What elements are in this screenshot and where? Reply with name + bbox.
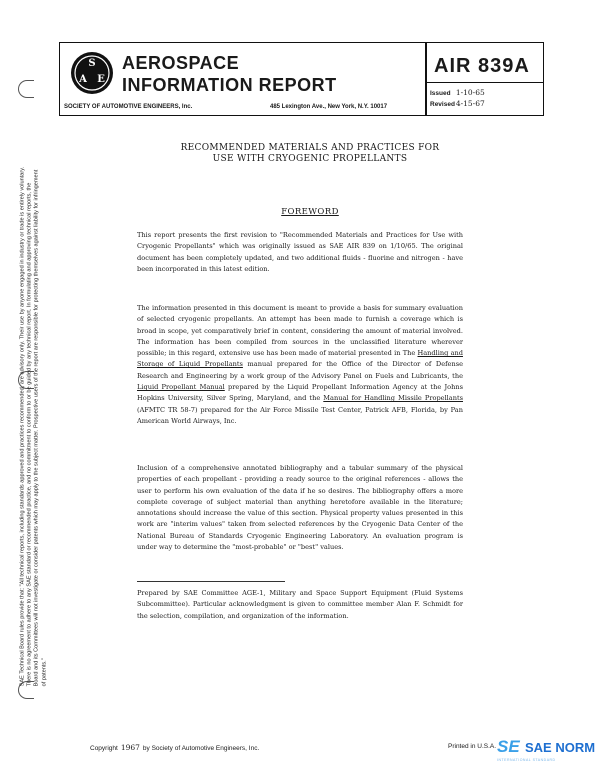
copyright-label: Copyright (90, 745, 118, 752)
header-title-line1: AEROSPACE (122, 53, 240, 73)
svg-text:E: E (97, 74, 105, 85)
revised-date: 4-15-67 (455, 99, 485, 108)
section-title: FOREWORD (281, 207, 339, 217)
document-heading (100, 143, 520, 165)
document-number: AIR 839A (434, 55, 530, 77)
paragraph-2 (137, 303, 463, 427)
missile-propellants-manual-title: Manual for Handling Missile Propellants (323, 394, 463, 403)
copyright-holder: by Society of Automotive Engineers, Inc. (142, 745, 260, 752)
watermark-name: SAE NORM (525, 740, 596, 755)
paragraph-1: This report presents the first revision to "Recommended Materials and Practices for Use with Cryogenic Propellants" which was originally issued as SAE AIR 839 on 1/10/65. The original document has been completely updated, and two additional fluids - fluorine and nitrogen - have been incorporated in this latest edition. (137, 231, 463, 273)
paragraph-2-text-c: prepared by the Liquid Propellant Information Agency at the Johns Hopkins University, Silver Spring, Maryland, and the (137, 383, 463, 403)
heading-line2: USE WITH CRYOGENIC PROPELLANTS (212, 154, 408, 164)
technical-board-side-note: SAE Technical Board rules provide that: "All technical reports, including standards approved and practices recommended, are advisory only. Their use by anyone engaged in industry or trade is entirely voluntary. There is no agreement to adhere to any SAE standard or recommended practice, and no commitment to conform to or be guided by any technical report. In formulating and approving technical reports, the Board and its Committees will not investigate or consider patents which may apply to the subject matter. Prospective users of the report are responsible for protecting themselves against liability for infringement of patents." (19, 166, 48, 687)
heading-line1: RECOMMENDED MATERIALS AND PRACTICES FOR (180, 143, 440, 153)
paragraph-2-text-a: The information presented in this document is meant to provide a basis for summary evaluation of selected cryogenic propellants. An attempt has been made to furnish a coverage which is broad in scope, yet comparatively brief in content, considering the amount of material involved. The information has been compiled from sources in the unclassified literature wherever possible; in this regard, extensive use has been made of material presented in The (137, 304, 463, 358)
copyright-line (90, 743, 259, 752)
issued-date: 1-10-65 (455, 88, 485, 97)
header-title-line2: INFORMATION REPORT (122, 75, 337, 95)
liquid-propellant-manual-title: Liquid Propellant Manual (137, 383, 225, 392)
svg-text:S: S (88, 58, 96, 69)
revised-label: Revised (430, 101, 455, 108)
watermark-mark: SE (497, 737, 520, 756)
handling-storage-title: Handling and Storage of Liquid Propellants (137, 349, 463, 369)
issue-dates (430, 88, 485, 110)
footnote-rule (137, 581, 285, 582)
paragraph-2-text-d: (AFMTC TR 58-7) prepared for the Air Force Missile Test Center, Patrick AFB, Florida, by Pan American World Airways, Inc. (137, 405, 463, 425)
printed-in: Printed in U.S.A. (448, 743, 497, 750)
paragraph-3: Inclusion of a comprehensive annotated bibliography and a tabular summary of the physical properties of each propellant - providing a ready source to the original references - allows the user to perform his own evaluation of the data if he so desires. The bibliography offers a more complete coverage of subject material than anything heretofore available in the literature; annotations should increase the value of this section. Physical property values presented in this work are "interim values" taken from selected references by the Cryogenic Data Center of the National Bureau of Standards Cryogenic Engineering Laboratory. An evaluation program is under way to determine the "most-probable" or "best" values. (137, 464, 463, 552)
sae-logo-icon (70, 51, 114, 95)
binding-hole-top (18, 80, 34, 98)
society-address: 485 Lexington Ave., New York, N.Y. 10017 (270, 104, 388, 110)
society-name: SOCIETY OF AUTOMOTIVE ENGINEERS, Inc. (64, 104, 193, 110)
paragraph-2-text-b: manual prepared for the Office of the Director of Defense Research and Engineering by a work group of the Advisory Panel on Fuels and Lubricants, the (137, 360, 463, 380)
svg-text:A: A (79, 74, 87, 85)
sae-norm-watermark (497, 737, 597, 767)
watermark-tagline: INTERNATIONAL STANDARD (497, 758, 556, 762)
report-header (59, 42, 544, 116)
issued-label: Issued (430, 90, 451, 97)
copyright-year: 1967 (120, 743, 140, 752)
paragraph-4: Prepared by SAE Committee AGE-1, Military and Space Support Equipment (Fluid Systems Subcommittee). Particular acknowledgment is given to committee member Alan F. Schmidt for the selection, compilation, and organization of the information. (137, 589, 463, 620)
